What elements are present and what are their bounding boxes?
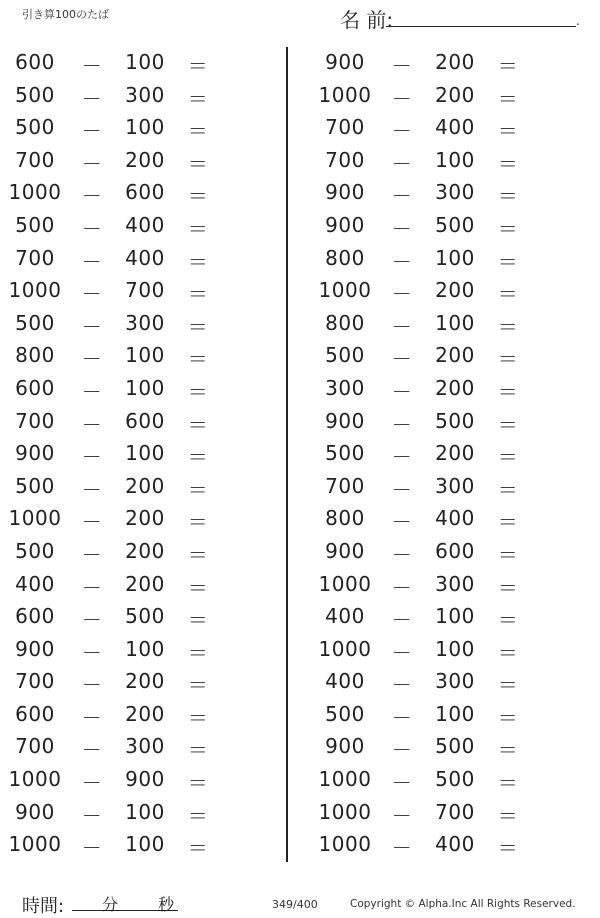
minus-sign: －	[391, 542, 413, 567]
copyright-notice: Copyright © Alpha.Inc All Rights Reserved.	[350, 898, 576, 910]
minuend: 900	[325, 734, 365, 759]
subtrahend: 100	[435, 147, 475, 172]
minus-sign: －	[391, 347, 413, 372]
subtrahend: 400	[435, 832, 475, 857]
equals-sign: ＝	[187, 412, 209, 437]
minus-sign: －	[81, 412, 103, 437]
subtrahend: 100	[125, 799, 165, 824]
equals-sign: ＝	[497, 510, 519, 535]
problem-row	[310, 763, 590, 796]
minutes-label: 分	[102, 895, 119, 914]
subtrahend: 200	[125, 571, 165, 596]
minus-sign: －	[391, 216, 413, 241]
minus-sign: －	[391, 282, 413, 307]
minuend: 400	[325, 669, 365, 694]
equals-sign: ＝	[497, 119, 519, 144]
minuend: 1000	[318, 832, 372, 857]
problem-row	[0, 568, 280, 601]
subtrahend: 200	[125, 669, 165, 694]
equals-sign: ＝	[497, 216, 519, 241]
problem-row	[0, 79, 280, 112]
subtrahend: 100	[435, 310, 475, 335]
problem-row	[0, 730, 280, 763]
problem-row	[310, 111, 590, 144]
name-line-dot: .	[576, 14, 580, 28]
subtrahend: 900	[125, 767, 165, 792]
equals-sign: ＝	[187, 347, 209, 372]
subtrahend: 300	[125, 82, 165, 107]
equals-sign: ＝	[187, 184, 209, 209]
minus-sign: －	[391, 673, 413, 698]
minuend: 900	[15, 441, 55, 466]
time-label: 時間:	[22, 896, 65, 917]
subtrahend: 200	[125, 538, 165, 563]
minuend: 500	[15, 473, 55, 498]
minus-sign: －	[391, 54, 413, 78]
minuend: 1000	[8, 278, 62, 303]
minuend: 800	[325, 245, 365, 270]
minus-sign: －	[81, 705, 103, 730]
problem-row	[0, 437, 280, 470]
subtrahend: 100	[125, 441, 165, 466]
minus-sign: －	[391, 705, 413, 730]
problem-row	[0, 372, 280, 405]
minus-sign: －	[81, 640, 103, 665]
minus-sign: －	[391, 803, 413, 828]
minuend: 300	[325, 375, 365, 400]
minus-sign: －	[391, 249, 413, 274]
subtrahend: 400	[435, 506, 475, 531]
problem-row	[0, 600, 280, 633]
equals-sign: ＝	[497, 347, 519, 372]
subtrahend: 600	[435, 538, 475, 563]
minuend: 700	[15, 245, 55, 270]
equals-sign: ＝	[187, 477, 209, 502]
minuend: 1000	[318, 571, 372, 596]
minuend: 700	[325, 115, 365, 140]
minus-sign: －	[81, 151, 103, 176]
problem-row	[310, 698, 590, 731]
subtrahend: 100	[125, 375, 165, 400]
problem-row	[0, 405, 280, 438]
equals-sign: ＝	[187, 542, 209, 567]
minus-sign: －	[81, 347, 103, 372]
subtrahend: 200	[435, 343, 475, 368]
equals-sign: ＝	[187, 673, 209, 698]
problem-row	[0, 470, 280, 503]
subtrahend: 200	[435, 50, 475, 74]
equals-sign: ＝	[497, 282, 519, 307]
problem-row	[310, 633, 590, 666]
minuend: 600	[15, 604, 55, 629]
seconds-label: 秒	[158, 895, 175, 914]
subtrahend: 700	[435, 799, 475, 824]
subtrahend: 300	[125, 310, 165, 335]
minus-sign: －	[391, 412, 413, 437]
minus-sign: －	[81, 673, 103, 698]
minuend: 500	[325, 343, 365, 368]
equals-sign: ＝	[187, 575, 209, 600]
equals-sign: ＝	[497, 151, 519, 176]
minus-sign: －	[391, 608, 413, 633]
minus-sign: －	[391, 510, 413, 535]
problem-row	[310, 242, 590, 275]
problem-row	[310, 535, 590, 568]
column-divider	[286, 47, 288, 862]
minus-sign: －	[391, 379, 413, 404]
minus-sign: －	[391, 119, 413, 144]
equals-sign: ＝	[187, 836, 209, 861]
minuend: 400	[15, 571, 55, 596]
subtrahend: 700	[125, 278, 165, 303]
minuend: 600	[15, 375, 55, 400]
problem-row	[0, 796, 280, 829]
minuend: 900	[325, 50, 365, 74]
subtrahend: 200	[125, 506, 165, 531]
problem-row	[0, 144, 280, 177]
problem-row	[310, 437, 590, 470]
minus-sign: －	[81, 216, 103, 241]
problem-row	[310, 46, 590, 79]
subtrahend: 200	[435, 375, 475, 400]
problem-row	[0, 698, 280, 731]
right-problem-column	[310, 46, 590, 861]
problem-row	[310, 470, 590, 503]
problem-row	[0, 339, 280, 372]
minuend: 500	[325, 441, 365, 466]
minuend: 900	[325, 180, 365, 205]
minuend: 900	[325, 538, 365, 563]
minus-sign: －	[81, 575, 103, 600]
minuend: 700	[15, 669, 55, 694]
problem-row	[310, 502, 590, 535]
equals-sign: ＝	[497, 54, 519, 78]
problem-row	[310, 405, 590, 438]
problem-row	[0, 176, 280, 209]
problem-row	[0, 763, 280, 796]
subtrahend: 300	[125, 734, 165, 759]
subtrahend: 500	[125, 604, 165, 629]
subtrahend: 500	[435, 212, 475, 237]
equals-sign: ＝	[187, 510, 209, 535]
problem-row	[310, 339, 590, 372]
equals-sign: ＝	[187, 379, 209, 404]
equals-sign: ＝	[187, 445, 209, 470]
equals-sign: ＝	[497, 86, 519, 111]
problem-row	[0, 633, 280, 666]
subtrahend: 400	[435, 115, 475, 140]
subtrahend: 200	[125, 147, 165, 172]
minus-sign: －	[391, 314, 413, 339]
minus-sign: －	[391, 151, 413, 176]
left-problem-column	[0, 46, 280, 861]
name-label: 名 前:	[340, 8, 394, 32]
minuend: 500	[15, 538, 55, 563]
equals-sign: ＝	[187, 608, 209, 633]
problem-row	[0, 828, 280, 861]
equals-sign: ＝	[497, 542, 519, 567]
subtrahend: 500	[435, 408, 475, 433]
minuend: 700	[325, 473, 365, 498]
minus-sign: －	[81, 282, 103, 307]
minuend: 700	[15, 408, 55, 433]
equals-sign: ＝	[497, 477, 519, 502]
subtrahend: 600	[125, 408, 165, 433]
minuend: 500	[15, 310, 55, 335]
minuend: 1000	[318, 82, 372, 107]
equals-sign: ＝	[187, 771, 209, 796]
problem-row	[310, 307, 590, 340]
minuend: 900	[325, 408, 365, 433]
equals-sign: ＝	[187, 54, 209, 78]
minus-sign: －	[81, 803, 103, 828]
equals-sign: ＝	[497, 412, 519, 437]
subtrahend: 100	[125, 832, 165, 857]
minuend: 600	[15, 50, 55, 74]
minuend: 800	[325, 310, 365, 335]
problem-row	[310, 796, 590, 829]
minuend: 400	[325, 604, 365, 629]
problem-row	[310, 730, 590, 763]
equals-sign: ＝	[497, 705, 519, 730]
minus-sign: －	[81, 445, 103, 470]
subtrahend: 100	[435, 636, 475, 661]
subtrahend: 200	[435, 82, 475, 107]
minuend: 700	[15, 734, 55, 759]
subtrahend: 100	[125, 50, 165, 74]
minus-sign: －	[391, 477, 413, 502]
subtrahend: 200	[435, 441, 475, 466]
minuend: 700	[15, 147, 55, 172]
equals-sign: ＝	[187, 738, 209, 763]
problem-row	[310, 209, 590, 242]
problem-row	[0, 209, 280, 242]
problem-row	[0, 535, 280, 568]
minuend: 1000	[318, 767, 372, 792]
minuend: 900	[15, 799, 55, 824]
name-write-line	[386, 26, 576, 27]
problem-row	[0, 665, 280, 698]
equals-sign: ＝	[187, 282, 209, 307]
minuend: 500	[325, 701, 365, 726]
subtrahend: 300	[435, 473, 475, 498]
worksheet-title: 引き算100のたば	[22, 8, 109, 21]
subtrahend: 200	[435, 278, 475, 303]
subtrahend: 100	[125, 636, 165, 661]
problem-row	[0, 46, 280, 79]
subtrahend: 200	[125, 701, 165, 726]
minus-sign: －	[391, 86, 413, 111]
subtrahend: 400	[125, 245, 165, 270]
equals-sign: ＝	[187, 640, 209, 665]
minus-sign: －	[391, 640, 413, 665]
minuend: 900	[15, 636, 55, 661]
problem-row	[0, 111, 280, 144]
equals-sign: ＝	[497, 608, 519, 633]
equals-sign: ＝	[497, 640, 519, 665]
problem-row	[310, 79, 590, 112]
minuend: 800	[325, 506, 365, 531]
equals-sign: ＝	[497, 184, 519, 209]
minuend: 1000	[318, 278, 372, 303]
minuend: 600	[15, 701, 55, 726]
equals-sign: ＝	[497, 379, 519, 404]
minus-sign: －	[81, 771, 103, 796]
equals-sign: ＝	[497, 771, 519, 796]
minus-sign: －	[81, 86, 103, 111]
minus-sign: －	[81, 738, 103, 763]
minus-sign: －	[391, 445, 413, 470]
equals-sign: ＝	[187, 803, 209, 828]
minus-sign: －	[81, 119, 103, 144]
minus-sign: －	[81, 379, 103, 404]
minus-sign: －	[81, 54, 103, 78]
minus-sign: －	[81, 184, 103, 209]
subtrahend: 300	[435, 669, 475, 694]
minus-sign: －	[391, 184, 413, 209]
subtrahend: 600	[125, 180, 165, 205]
minus-sign: －	[81, 542, 103, 567]
problem-row	[310, 568, 590, 601]
minuend: 500	[15, 82, 55, 107]
subtrahend: 100	[435, 701, 475, 726]
minus-sign: －	[81, 314, 103, 339]
problem-row	[0, 502, 280, 535]
subtrahend: 100	[435, 245, 475, 270]
minus-sign: －	[81, 836, 103, 861]
problem-row	[0, 307, 280, 340]
minus-sign: －	[391, 738, 413, 763]
equals-sign: ＝	[497, 803, 519, 828]
minus-sign: －	[81, 510, 103, 535]
minuend: 1000	[318, 636, 372, 661]
equals-sign: ＝	[187, 705, 209, 730]
subtrahend: 100	[125, 115, 165, 140]
problem-row	[310, 372, 590, 405]
problem-row	[310, 600, 590, 633]
subtrahend: 200	[125, 473, 165, 498]
minuend: 500	[15, 115, 55, 140]
equals-sign: ＝	[497, 738, 519, 763]
page-number: 349/400	[272, 898, 318, 911]
minus-sign: －	[81, 477, 103, 502]
subtrahend: 400	[125, 212, 165, 237]
minuend: 1000	[318, 799, 372, 824]
equals-sign: ＝	[497, 575, 519, 600]
minuend: 900	[325, 212, 365, 237]
subtrahend: 100	[435, 604, 475, 629]
problem-row	[310, 665, 590, 698]
equals-sign: ＝	[497, 836, 519, 861]
minuend: 1000	[8, 767, 62, 792]
equals-sign: ＝	[187, 151, 209, 176]
equals-sign: ＝	[497, 249, 519, 274]
equals-sign: ＝	[497, 445, 519, 470]
subtrahend: 300	[435, 571, 475, 596]
minus-sign: －	[81, 249, 103, 274]
minuend: 800	[15, 343, 55, 368]
equals-sign: ＝	[187, 314, 209, 339]
minuend: 1000	[8, 506, 62, 531]
minus-sign: －	[391, 771, 413, 796]
problem-row	[310, 144, 590, 177]
equals-sign: ＝	[497, 314, 519, 339]
minus-sign: －	[391, 836, 413, 861]
minus-sign: －	[391, 575, 413, 600]
subtrahend: 300	[435, 180, 475, 205]
minuend: 700	[325, 147, 365, 172]
subtrahend: 500	[435, 734, 475, 759]
problem-row	[0, 242, 280, 275]
subtrahend: 100	[125, 343, 165, 368]
equals-sign: ＝	[187, 119, 209, 144]
minuend: 500	[15, 212, 55, 237]
minuend: 1000	[8, 832, 62, 857]
minus-sign: －	[81, 608, 103, 633]
subtrahend: 500	[435, 767, 475, 792]
problem-row	[310, 176, 590, 209]
problem-row	[0, 274, 280, 307]
equals-sign: ＝	[187, 249, 209, 274]
problem-row	[310, 274, 590, 307]
minuend: 1000	[8, 180, 62, 205]
equals-sign: ＝	[187, 86, 209, 111]
equals-sign: ＝	[497, 673, 519, 698]
problem-row	[310, 828, 590, 861]
equals-sign: ＝	[187, 216, 209, 241]
